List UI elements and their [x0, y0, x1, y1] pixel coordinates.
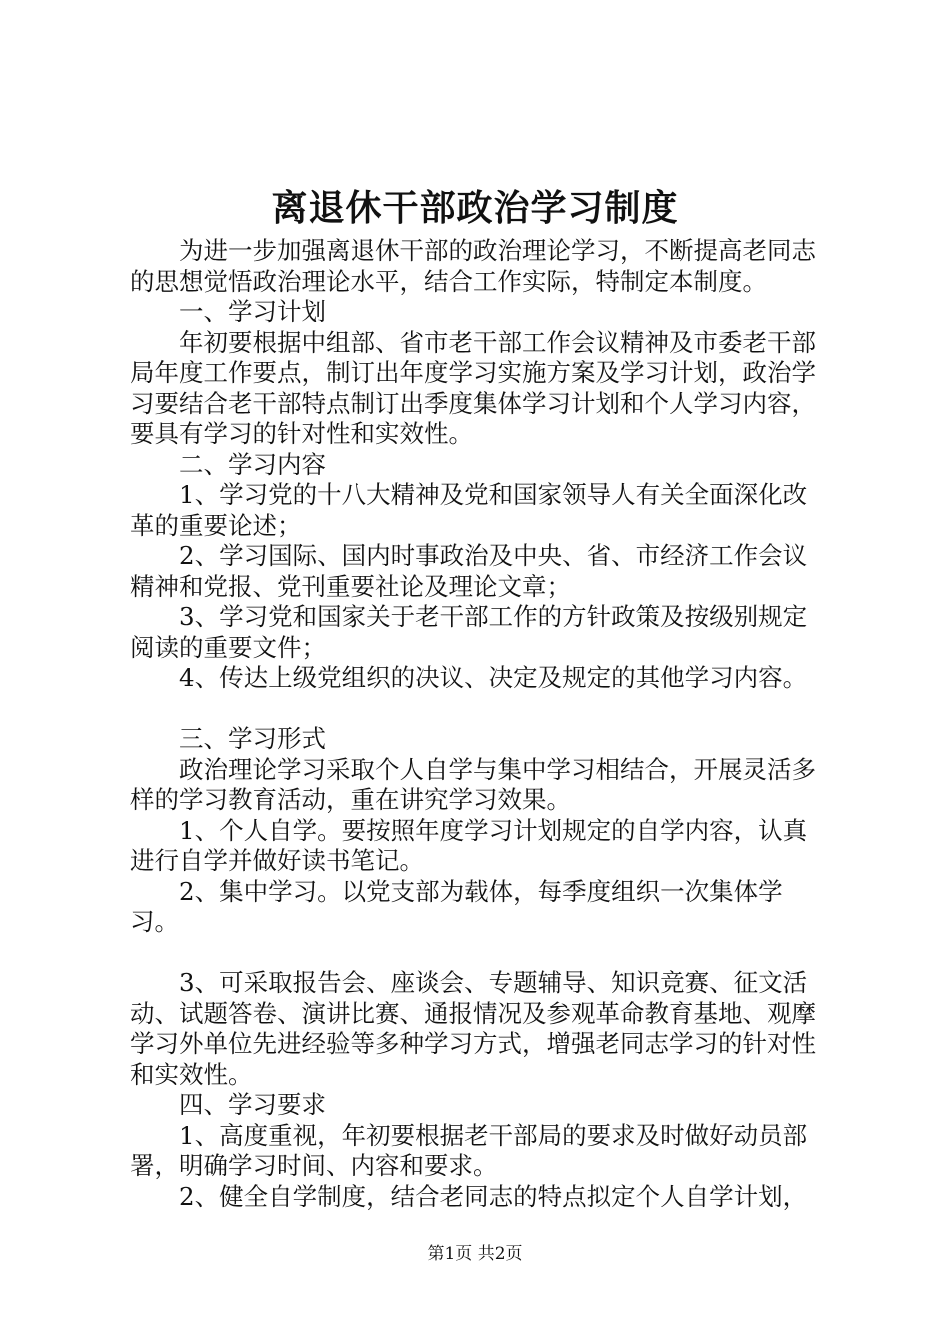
section-heading-plan: 一、学习计划	[179, 297, 326, 326]
document-body	[130, 236, 830, 1212]
content-item-3: 3、学习党和国家关于老干部工作的方针政策及按级别规定阅读的重要文件；	[130, 602, 808, 662]
requirement-item-1: 1、高度重视，年初要根据老干部局的要求及时做好动员部署，明确学习时间、内容和要求。	[130, 1120, 808, 1180]
content-item-2: 2、学习国际、国内时事政治及中央、省、市经济工作会议精神和党报、党刊重要社论及理论文章；	[130, 541, 808, 601]
section-heading-requirements: 四、学习要求	[179, 1090, 326, 1119]
requirement-item-2: 2、健全自学制度，结合老同志的特点拟定个人自学计划，	[179, 1181, 808, 1211]
content-item-1: 1、学习党的十八大精神及党和国家领导人有关全面深化改革的重要论述；	[130, 480, 808, 540]
form-item-2: 2、集中学习。以党支部为载体，每季度组织一次集体学习。	[130, 876, 783, 936]
form-paragraph: 政治理论学习采取个人自学与集中学习相结合，开展灵活多样的学习教育活动，重在讲究学习效果。	[130, 754, 816, 814]
page-title: 离退休干部政治学习制度	[271, 187, 679, 229]
form-item-3: 3、可采取报告会、座谈会、专题辅导、知识竞赛、征文活动、试题答卷、演讲比赛、通报情况及参观革命教育基地、观摩学习外单位先进经验等多种学习方式，增强老同志学习的针对性和实效性。	[130, 968, 816, 1089]
content-item-4: 4、传达上级党组织的决议、决定及规定的其他学习内容。	[179, 663, 808, 692]
plan-paragraph: 年初要根据中组部、省市老干部工作会议精神及市委老干部局年度工作要点，制订出年度学习实施方案及学习计划，政治学习要结合老干部特点制订出季度集体学习计划和个人学习内容，要具有学习的针对性和实效性。	[130, 327, 816, 448]
page-footer: 第1页 共2页	[427, 1244, 523, 1264]
section-heading-content: 二、学习内容	[179, 449, 326, 479]
intro-paragraph: 为进一步加强离退休干部的政治理论学习，不断提高老同志的思想觉悟政治理论水平，结合工作实际，特制定本制度。	[130, 236, 816, 296]
form-item-1: 1、个人自学。要按照年度学习计划规定的自学内容，认真进行自学并做好读书笔记。	[130, 815, 808, 875]
section-heading-form: 三、学习形式	[179, 724, 326, 753]
